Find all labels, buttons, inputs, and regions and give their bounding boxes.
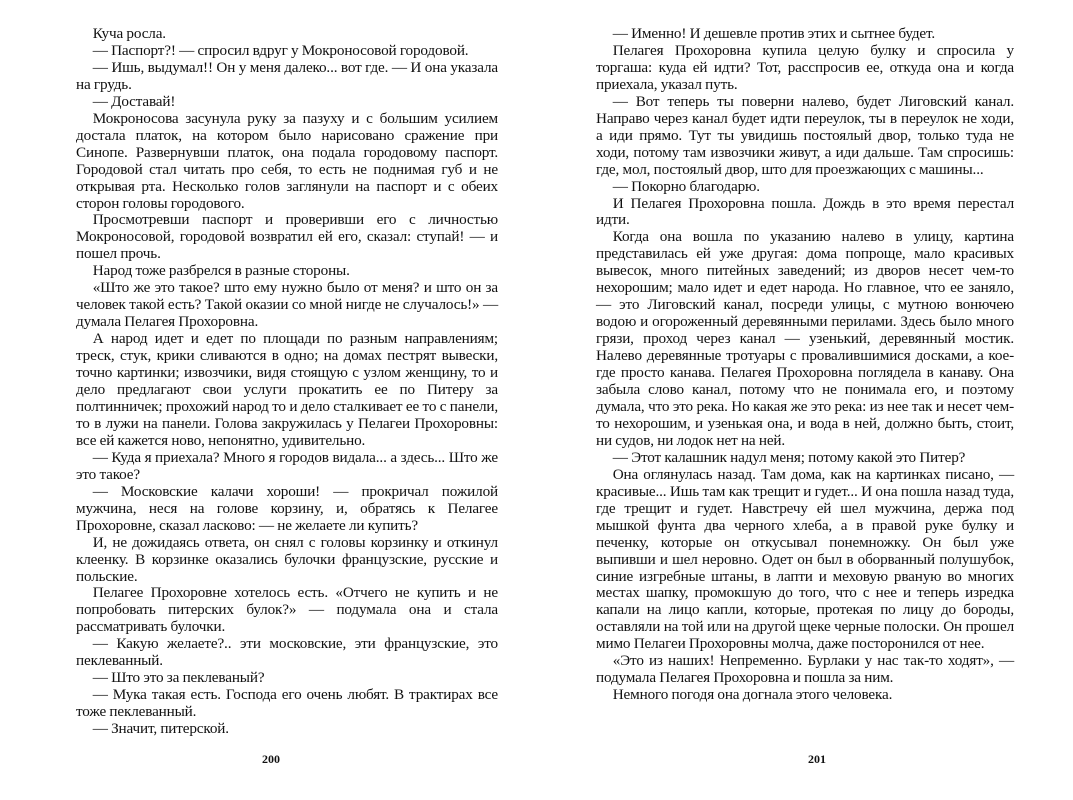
paragraph: Мокроносова засунула руку за пазуху и с большим усилием достала платок, на котором было нарисовано сражение при Синопе. Развернувши платок, она подала городовому паспорт. Городовой стал читать про себя, то есть не поднимая губ и не открывая рта. Несколько голов заглянули на паспорт и с обеих сторон головы городового. [76, 109, 498, 212]
paragraph: «Это из наших! Непременно. Бурлаки у нас так-то ходят», — подумала Пелагея Прохоровна и пошла за ним. [596, 652, 1014, 687]
paragraph: Пелагея Прохоровна купила целую булку и спросила у торгаша: куда ей идти? Тот, расспросив ее, откуда она и когда приехала, указал путь. [596, 41, 1014, 93]
paragraph: — Московские калачи хороши! — прокричал пожилой мужчина, неся на голове корзину, и, обратясь к Пелагее Прохоровне, сказал ласково: — не желаете ли купить? [76, 482, 498, 534]
paragraph: — Паспорт?! — спросил вдруг у Мокроносовой городовой. [92, 41, 469, 59]
paragraph: И Пелагея Прохоровна пошла. Дождь в это время перестал идти. [596, 194, 1014, 229]
paragraph: Народ тоже разбрелся в разные стороны. [92, 262, 350, 280]
page-number-right: 201 [808, 752, 826, 766]
page-number-left: 200 [262, 752, 280, 766]
paragraph: — Доставай! [92, 92, 176, 110]
paragraph: Немного погодя она догнала этого человека. [612, 686, 893, 704]
paragraph: — Вот теперь ты поверни налево, будет Лиговский канал. Направо через канал будет идти переулок, ты в переулок не ходи, а иди прямо. Тут ты увидишь постоялый двор, только туда не ходи, потому там извозчики живут, а иди дальше. Там спросишь: где, мол, постоялый двор, што для проезжающих с машины... [596, 92, 1014, 178]
paragraph: — Покорно благодарю. [612, 177, 760, 195]
right-page-text [596, 26, 1014, 704]
paragraph: Когда она вошла по указанию налево в улицу, картина представилась ей уже другая: дома попроще, мало красивых вывесок, много питейных заведений; из дворов несет чем-то нехорошим; мало идет и едет народа. Но главное, что ее заняло, — это Лиговский канал, посреди улицы, с мутною вонючею водою и огороженный деревянными перилами. Здесь было много грязи, проход через канал — узенький, деревянный мостик. Налево деревянные тротуары с провалившимися досками, а кое-где просто канава. Пелагея Прохоровна поглядела в канаву. Она забыла слово канал, потому что не понимала его, и поэтому думала, что это река. Но какая же это река: из нее так и несет чем-то нехорошим, и узенькая она, и вода в ней, должно быть, стоит, ни судов, ни лодок нет на ней. [596, 228, 1014, 449]
paragraph: — Мука такая есть. Господа его очень любят. В трактирах все тоже пеклеванный. [76, 686, 498, 721]
paragraph: — Ишь, выдумал!! Он у меня далеко... вот где. — И она указала на грудь. [76, 58, 498, 93]
paragraph: Просмотревши паспорт и проверивши его с личностью Мокроносовой, городовой возвратил ей его, сказал: ступай! — и пошел прочь. [76, 211, 498, 263]
left-page-text [76, 26, 498, 738]
paragraph: Пелагее Прохоровне хотелось есть. «Отчего не купить и не попробовать питерских булок?» — подумала она и стала рассматривать булочки. [76, 584, 498, 636]
paragraph: А народ идет и едет по площади по разным направлениям; треск, стук, крики сливаются в одно; на домах пестрят вывески, точно картинки; извозчики, видя стоящую с узлом женщину, то и дело предлагают свои услуги прокатить ее по Питеру за полтинничек; прохожий народ то и дело сталкивает ее то с панели, то в лужи на панели. Голова закружилась у Пелагеи Прохоровны: все ей кажется ново, непонятно, удивительно. [76, 330, 498, 449]
paragraph: — Значит, питерской. [92, 720, 229, 738]
paragraph: — Именно! И дешевле против этих и сытнее будет. [612, 25, 936, 42]
paragraph: — Куда я приехала? Много я городов видала... а здесь... Што же это такое? [76, 448, 498, 483]
paragraph: — Што это за пеклеваный? [92, 669, 265, 687]
paragraph: «Што же это такое? што ему нужно было от меня? и што он за человек такой есть? Такой оказии со мной нигде не случалось!» — думала Пелагея Прохоровна. [76, 279, 498, 331]
paragraph: — Какую желаете?.. эти московские, эти французские, это пеклеванный. [76, 635, 498, 670]
paragraph: — Этот калашник надул меня; потому какой это Питер? [612, 448, 966, 466]
paragraph: И, не дожидаясь ответа, он снял с головы корзинку и откинул клеенку. В корзинке оказались булочки французские, русские и польские. [76, 533, 498, 585]
paragraph: Куча росла. [92, 25, 166, 42]
left-page [76, 26, 498, 738]
right-page [596, 26, 1014, 704]
paragraph: Она оглянулась назад. Там дома, как на картинках писано, — красивые... Ишь там как трещит и гудет... И она пошла назад туда, где трещит и гудет. Навстречу ей шел мужчина, держа под мышкой фунта два черного хлеба, а в правой руке булку и печенку, которые он откусывал понемножку. Он был уже выпивши и шел неровно. Одет он был в оборванный полушубок, синие изгребные штаны, в лапти и меховую рваную во многих местах шапку, промокшую до того, что с нее и теперь изредка капали на лицо капли, которые, протекая по лицу до бороды, оставляли на той или на другой щеке черные полоски. Он прошел мимо Пелагеи Прохоровны молча, даже посторонился от нее. [596, 465, 1014, 653]
